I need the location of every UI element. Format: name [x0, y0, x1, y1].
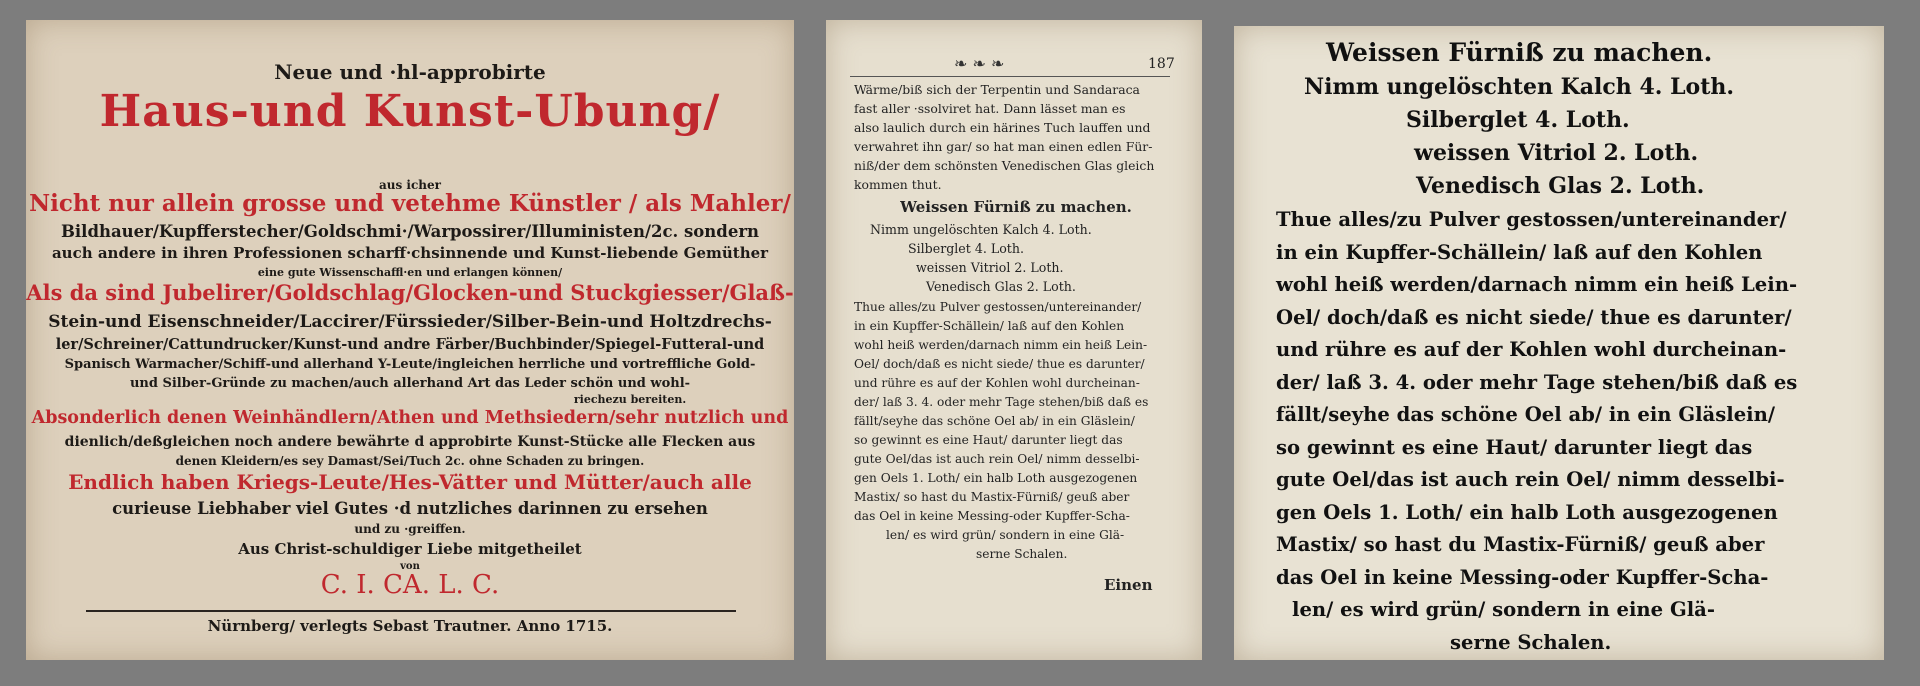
text-line: und rühre es auf der Kohlen wohl durcheinan- [1276, 338, 1787, 361]
title-line-1: Neue und ·hl-approbirte [274, 60, 546, 84]
text-line: Mastix/ so hast du Mastix-Fürniß/ geuß aber [1276, 533, 1765, 556]
text-line: serne Schalen. [1450, 630, 1612, 654]
text-line: in ein Kupffer-Schällein/ laß auf den Kohlen [1276, 240, 1763, 264]
title-line-7: eine gute Wissenschaffl·en und erlangen können/ [257, 266, 563, 279]
title-line-3: aus icher [379, 178, 441, 192]
title-line-20: Aus Christ-schuldiger Liebe mitgetheilet [238, 540, 582, 558]
title-line-4: Nicht nur allein grosse und vetehme Künstler / als Mahler/ [29, 190, 791, 217]
recipe-line: Silberglet 4. Loth. [908, 241, 1024, 256]
text-line: niß/der dem schönsten Venedischen Glas gleich [854, 158, 1155, 173]
page-187-heading: Weissen Fürniß zu machen. [900, 198, 1132, 216]
title-line-21: von [400, 561, 420, 572]
detail-panel [1234, 26, 1884, 660]
text-line: gen Oels 1. Loth/ ein halb Loth ausgezogenen [1276, 500, 1778, 524]
text-line: fällt/seyhe das schöne Oel ab/ in ein Gläslein/ [854, 414, 1135, 428]
title-page-panel [26, 20, 794, 660]
text-line: so gewinnt es eine Haut/ darunter liegt das [854, 433, 1123, 447]
text-line: wohl heiß werden/darnach nimm ein heiß Lein- [854, 338, 1148, 352]
text-line: und rühre es auf der Kohlen wohl durcheinan- [854, 376, 1140, 390]
main-title: Haus-und Kunst-Ubung/ [99, 86, 721, 137]
text-line: len/ es wird grün/ sondern in eine Glä- [1292, 598, 1715, 621]
text-line: der/ laß 3. 4. oder mehr Tage stehen/biß daß es [1276, 370, 1798, 394]
text-line: Oel/ doch/daß es nicht siede/ thue es darunter/ [1276, 305, 1792, 329]
text-line: das Oel in keine Messing-oder Kupffer-Scha- [854, 509, 1130, 523]
text-line: fällt/seyhe das schöne Oel ab/ in ein Gläslein/ [1276, 403, 1776, 426]
title-line-15: dienlich/deßgleichen noch andere bewährte d approbirte Kunst-Stücke alle Flecken aus [64, 434, 756, 450]
recipe-line: Venedisch Glas 2. Loth. [1416, 173, 1705, 199]
text-line: fast aller ·ssolviret hat. Dann lässet man es [854, 101, 1126, 116]
text-line: gute Oel/das ist auch rein Oel/ nimm desselbi- [854, 452, 1140, 466]
text-line: in ein Kupffer-Schällein/ laß auf den Kohlen [854, 319, 1125, 333]
text-line: serne Schalen. [976, 547, 1068, 561]
title-line-11: Spanisch Warmacher/Schiff-und allerhand Y-Leute/ingleichen herrliche und vortreffliche Gold- [64, 357, 756, 372]
imprint-rule [86, 610, 736, 612]
title-line-10: ler/Schreiner/Cattundrucker/Kunst-und andre Färber/Buchbinder/Spiegel-Futteral-und [55, 336, 765, 353]
detail-heading: Weissen Fürniß zu machen. [1326, 38, 1713, 67]
title-line-19: und zu ·greiffen. [354, 522, 466, 536]
title-line-14: Absonderlich denen Weinhändlern/Athen und Methsiedern/sehr nutzlich und [31, 408, 789, 428]
page-187-panel [826, 20, 1202, 660]
recipe-line: Silberglet 4. Loth. [1406, 107, 1630, 133]
recipe-line: Nimm ungelöschten Kalch 4. Loth. [1304, 74, 1735, 100]
text-line: verwahret ihn gar/ so hat man einen edlen Für- [854, 139, 1153, 154]
text-line: Wärme/biß sich der Terpentin und Sandaraca [854, 82, 1140, 97]
text-line: gute Oel/das ist auch rein Oel/ nimm desselbi- [1276, 468, 1785, 491]
text-line: len/ es wird grün/ sondern in eine Glä- [886, 528, 1125, 542]
text-line: gen Oels 1. Loth/ ein halb Loth ausgezogenen [854, 471, 1138, 485]
text-line: Thue alles/zu Pulver gestossen/untereinander/ [1276, 208, 1787, 231]
header-rule [850, 76, 1170, 77]
recipe-line: Venedisch Glas 2. Loth. [926, 279, 1076, 294]
author-initials: C. I. CA. L. C. [320, 570, 500, 600]
text-line: das Oel in keine Messing-oder Kupffer-Scha- [1276, 565, 1769, 589]
recipe-line: weissen Vitriol 2. Loth. [916, 260, 1064, 275]
ornament-icon: ❧ ❧ ❧ [954, 54, 1005, 73]
recipe-line: Nimm ungelöschten Kalch 4. Loth. [870, 222, 1092, 237]
text-line: wohl heiß werden/darnach nimm ein heiß Lein- [1276, 273, 1798, 296]
text-line: der/ laß 3. 4. oder mehr Tage stehen/biß daß es [854, 395, 1149, 409]
text-line: so gewinnt es eine Haut/ darunter liegt das [1276, 435, 1753, 459]
text-line: Thue alles/zu Pulver gestossen/untereinander/ [854, 300, 1142, 314]
title-line-6: auch andere in ihren Professionen scharff·chsinnende und Kunst-liebende Gemüther [51, 244, 769, 262]
title-line-18: curieuse Liebhaber viel Gutes ·d nutzliches darinnen zu ersehen [112, 499, 708, 518]
title-line-12: und Silber-Gründe zu machen/auch allerhand Art das Leder schön und wohl- [129, 376, 691, 391]
title-line-17: Endlich haben Kriegs-Leute/Hes-Vätter und Mütter/auch alle [68, 470, 752, 494]
title-line-16: denen Kleidern/es sey Damast/Sei/Tuch 2c. ohne Schaden zu bringen. [175, 454, 645, 468]
text-line: kommen thut. [854, 177, 942, 192]
imprint: Nürnberg/ verlegts Sebast Trautner. Anno 1715. [207, 617, 613, 635]
title-line-13: riechezu bereiten. [573, 393, 687, 406]
recipe-line: weissen Vitriol 2. Loth. [1414, 140, 1699, 166]
page-number: 187 [1148, 56, 1175, 72]
text-line: also laulich durch ein härines Tuch lauffen und [854, 120, 1151, 135]
title-line-5: Bildhauer/Kupfferstecher/Goldschmi·/Warpossirer/Illuministen/2c. sondern [60, 222, 760, 241]
title-line-8: Als da sind Jubelirer/Goldschlag/Glocken-und Stuckgiesser/Glaß- [26, 280, 794, 305]
title-line-9: Stein-und Eisenschneider/Laccirer/Fürssieder/Silber-Bein-und Holtzdrechs- [48, 312, 772, 332]
catchword: Einen [1104, 576, 1153, 594]
text-line: Mastix/ so hast du Mastix-Fürniß/ geuß aber [854, 490, 1130, 504]
text-line: Oel/ doch/daß es nicht siede/ thue es darunter/ [854, 357, 1145, 371]
